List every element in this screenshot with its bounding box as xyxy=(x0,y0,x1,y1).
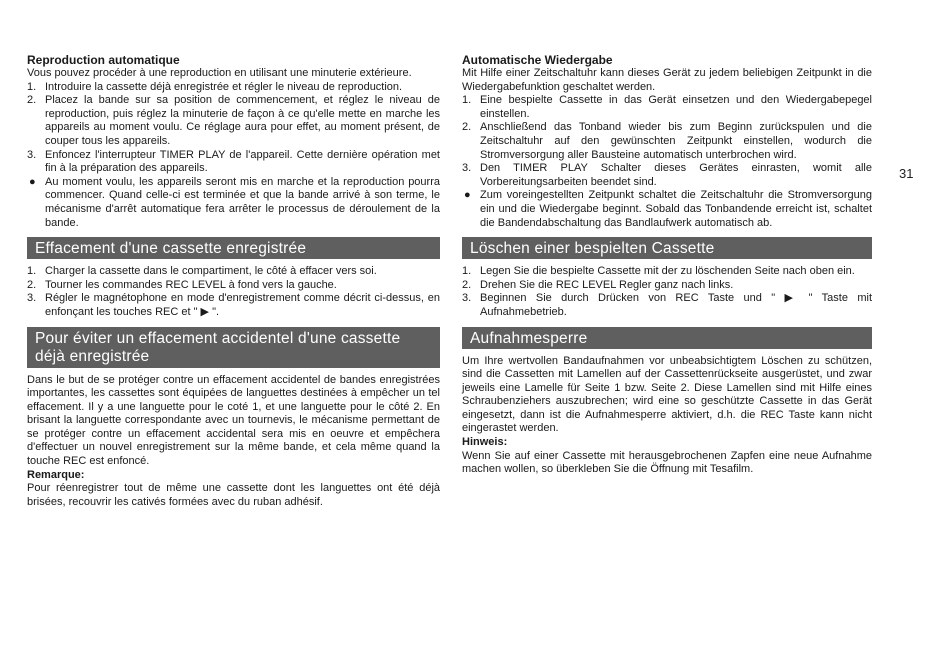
step-text: Den TIMER PLAY Schalter dieses Gerätes einrasten, womit alle Vorbereitungsarbeiten beendet sind. xyxy=(480,162,872,188)
step-item xyxy=(462,94,872,121)
bullet-paragraph xyxy=(462,189,872,230)
step-list xyxy=(27,81,440,176)
german-column xyxy=(462,53,872,477)
step-item xyxy=(462,279,872,293)
step-item xyxy=(27,81,440,95)
step-item xyxy=(462,265,872,279)
note-paragraph: Pour réenregistrer tout de même une cassette dont les languettes ont été déjà brisées, recouvrir les cativés formées avec du ruban adhésif. xyxy=(27,482,440,508)
step-text: Enfoncez l'interrupteur TIMER PLAY de l'appareil. Cette dernière opération met fin à la préparation des appareils. xyxy=(45,148,440,175)
bullet-icon: ● xyxy=(464,189,471,202)
step-text: Introduire la cassette déjà enregistrée et régler le niveau de reproduction. xyxy=(45,80,403,93)
step-item xyxy=(27,149,440,176)
step-number: 3. xyxy=(27,292,37,305)
step-number: 1. xyxy=(27,265,37,278)
step-list xyxy=(462,265,872,319)
intro-paragraph: Mit Hilfe einer Zeitschaltuhr kann dieses Gerät zu jedem beliebigen Zeitpunkt in die Wiedergabefunktion geschaltet werden. xyxy=(462,67,872,93)
step-number: 2. xyxy=(462,121,472,134)
step-text: Placez la bande sur sa position de commencement, et réglez le niveau de reproduction, puis réglez la minuterie de façon à ce qu'elle mette en marche les appareils au moment voulu. Ce réglage aura pour effet, au moment présent, de couper tous les appareils. xyxy=(45,94,440,147)
note-label: Hinweis: xyxy=(462,436,508,449)
step-number: 1. xyxy=(462,94,472,107)
section-band-erase: Effacement d'une cassette enregistrée xyxy=(27,237,440,259)
step-item xyxy=(27,265,440,279)
step-number: 1. xyxy=(462,265,472,278)
step-item xyxy=(462,162,872,189)
step-list xyxy=(462,94,872,189)
step-text: Tourner les commandes REC LEVEL à fond vers la gauche. xyxy=(45,278,337,291)
note-label: Remarque: xyxy=(27,468,85,481)
section-band-erase: Löschen einer bespielten Cassette xyxy=(462,237,872,259)
step-number: 1. xyxy=(27,80,37,93)
step-text: Anschließend das Tonband wieder bis zum Beginn zurückspulen und die Zeitschaltuhr auf den gewünschten Zeitpunkt einstellen, wodurch die Stromversorgung aller Bausteine automatisch unterbrochen wird. xyxy=(480,121,872,161)
section-heading-auto-play: Reproduction automatique xyxy=(27,53,180,67)
protect-paragraph: Um Ihre wertvollen Bandaufnahmen vor unbeabsichtigtem Löschen zu schützen, sind die Cassetten mit Lamellen auf der Cassettenrückseite ausgerüstet, und zwar jeweils eine Lamelle für Seite 1 bzw. Seite 2. Diese Lamellen sind mit Hilfe eines Schraubenziehers auszubrechen; wird eine so geschützte Cassette in das Gerät eingesetzt, dann ist die Aufnahmesperre aktiviert, d.h. die REC Taste kann nicht eingerastet werden. xyxy=(462,354,872,435)
step-text: Eine bespielte Cassette in das Gerät einsetzen und den Wiedergabepegel einstellen. xyxy=(480,94,872,120)
note-paragraph: Wenn Sie auf einer Cassette mit herausgebrochenen Zapfen eine neue Aufnahme machen wollen, so überkleben Sie die Öffnung mit Tesafilm. xyxy=(462,449,872,476)
step-item xyxy=(462,121,872,162)
bullet-icon: ● xyxy=(29,175,36,188)
page-number: 31 xyxy=(899,166,914,181)
bullet-paragraph xyxy=(27,176,440,230)
step-number: 3. xyxy=(462,162,472,175)
step-text: Legen Sie die bespielte Cassette mit der zu löschenden Seite nach oben ein. xyxy=(480,265,855,278)
step-item xyxy=(27,279,440,293)
step-number: 3. xyxy=(462,292,472,305)
step-item xyxy=(27,94,440,148)
step-number: 2. xyxy=(27,94,37,107)
section-band-protect: Aufnahmesperre xyxy=(462,327,872,349)
french-column xyxy=(27,53,440,509)
bullet-text: Zum voreingestellten Zeitpunkt schaltet die Zeitschaltuhr die Stromversorgung ein und die Wiedergabe beginnt. Sobald das Tonbandende erreicht ist, schaltet die Bandendabschaltung das Bandlaufwerk automatisch ab. xyxy=(480,189,872,229)
step-text: Beginnen Sie durch Drücken von REC Taste und " ▶ " Taste mit Aufnahmebetrieb. xyxy=(480,292,872,318)
step-text: Charger la cassette dans le compartiment, le côté à effacer vers soi. xyxy=(45,265,377,278)
step-item xyxy=(27,292,440,319)
intro-paragraph: Vous pouvez procéder à une reproduction en utilisant une minuterie extérieure. xyxy=(27,67,412,79)
section-heading-auto-play: Automatische Wiedergabe xyxy=(462,53,613,67)
step-list xyxy=(27,265,440,319)
bullet-text: Au moment voulu, les appareils seront mis en marche et la reproduction pourra commencer. Quand celle-ci est terminée et que la bande arrivé à son terme, le mécanisme d'arrêt automatique fera arrêter le processus de déroulement de la bande. xyxy=(45,175,440,229)
step-text: Drehen Sie die REC LEVEL Regler ganz nach links. xyxy=(480,278,734,291)
protect-paragraph: Dans le but de se protéger contre un effacement accidentel de bandes enregistrées importantes, les cassettes sont équipées de languettes destinées à empêcher un tel effacement. Il y a une languette pour le coté 1, et une languette pour le côté 2. En brisant la languette correspondante avec un tournevis, le mécanisme permettant de se protéger contre un effacement accidental sera mis en oeuvre et empêchera d'effectuer un nouvel enregistrement sur la même bande, et cela même quand la touche REC est enfoncé. xyxy=(27,373,440,468)
step-number: 2. xyxy=(27,278,37,291)
step-text: Régler le magnétophone en mode d'enregistrement comme décrit ci-dessus, en enfonçant les touches REC et " ▶ ". xyxy=(45,292,440,318)
step-item xyxy=(462,292,872,319)
section-band-protect: Pour éviter un effacement accidentel d'une cassette déjà enregistrée xyxy=(27,327,440,368)
step-number: 2. xyxy=(462,278,472,291)
step-number: 3. xyxy=(27,148,37,161)
